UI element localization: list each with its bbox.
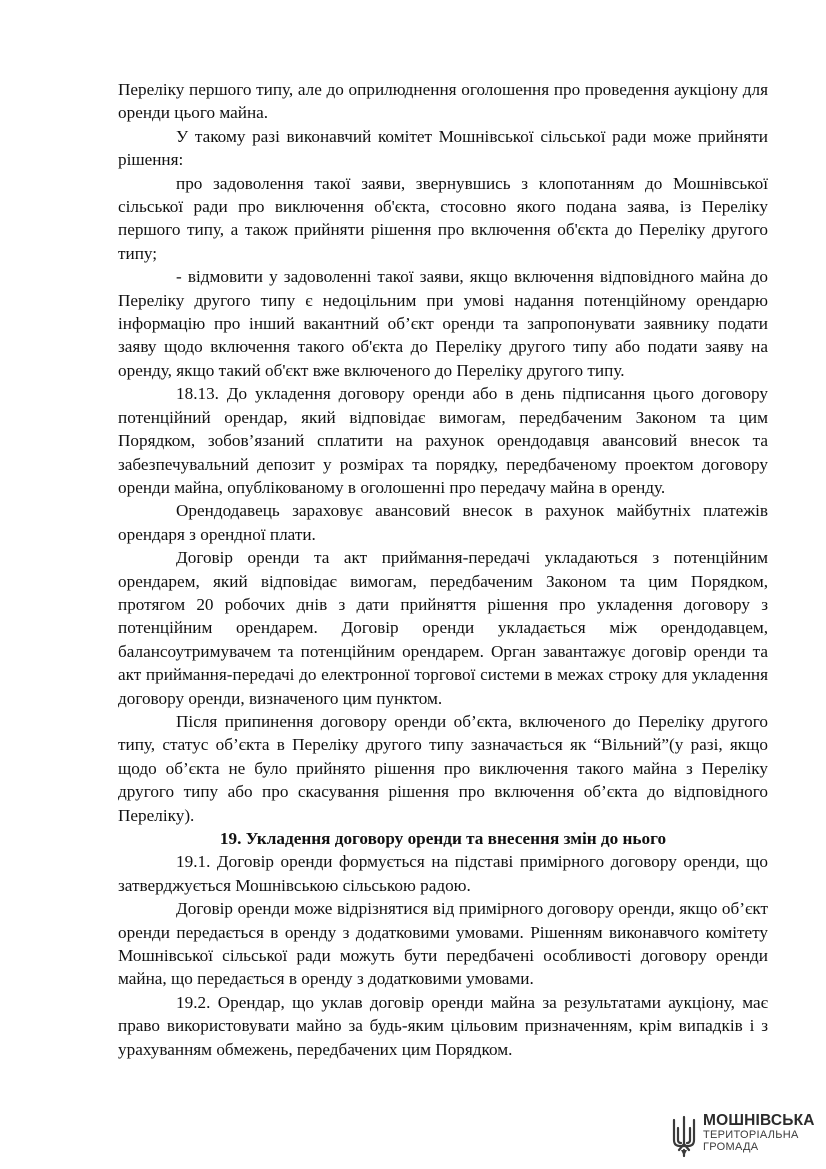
- trident-icon: [669, 1114, 699, 1158]
- paragraph-1: Переліку першого типу, але до оприлюднення оголошення про проведення аукціону для оренди цього майна.: [118, 80, 768, 123]
- logo-subtitle-line2: ГРОМАДА: [703, 1141, 759, 1153]
- paragraph-6: Орендодавець зараховує авансовий внесок в рахунок майбутніх платежів орендаря з орендної плати.: [118, 501, 768, 544]
- section-paragraph-3: 19.2. Орендар, що уклав договір оренди майна за результатами аукціону, має право використовувати майно за будь-яким цільовим призначенням, крім випадків і з урахуванням обмежень, передбачених цим Порядком.: [118, 992, 768, 1059]
- paragraph-7: Договір оренди та акт приймання-передачі укладаються з потенційним орендарем, який відповідає вимогам, передбаченим Законом та цим Порядком, протягом 20 робочих днів з дати прийняття рішення про укладення договору з потенційним орендарем. Договір оренди укладається між орендодавцем, балансоутримувачем та потенційним орендарем. Орган завантажує договір оренди та акт приймання-передачі до електронної торгової системи в межах строку для укладення договору оренди, визначеного цим пунктом.: [118, 548, 768, 708]
- document-body: [118, 78, 768, 1061]
- logo-subtitle-line1: ТЕРИТОРІАЛЬНА: [703, 1129, 799, 1141]
- community-logo: [669, 1112, 815, 1162]
- logo-title: МОШНІВСЬКА: [703, 1112, 815, 1129]
- paragraph-8: Після припинення договору оренди об’єкта, включеного до Переліку другого типу, статус об’єкта в Переліку другого типу зазначається як “Вільний”(у разі, якщо щодо об’єкта не було прийнято рішення про виключення такого майна з Переліку другого типу або про скасування рішення про включення об’єкта до відповідного Переліку).: [118, 711, 768, 825]
- paragraph-2: У такому разі виконавчий комітет Мошнівської сільської ради може прийняти рішення:: [118, 126, 768, 170]
- paragraph-5: 18.13. До укладення договору оренди або в день підписання цього договору потенційний орендар, який відповідає вимогам, передбаченим Законом та цим Порядком, зобов’язаний сплатити на рахунок орендодавця авансовий внесок та забезпечувальний депозит у розмірах та порядку, передбаченому проектом договору оренди майна, опублікованому в оголошенні про передачу майна в оренду.: [118, 384, 768, 497]
- paragraph-3: про задоволення такої заяви, звернувшись з клопотанням до Мошнівської сільської ради про виключення об'єкта, стосовно якого подана заява, із Переліку першого типу, а також прийняти рішення про включення об'єкта до Переліку другого типу;: [118, 173, 768, 263]
- section-paragraph-2: Договір оренди може відрізнятися від примірного договору оренди, якщо об’єкт оренди передається в оренду з додатковими умовами. Рішенням виконавчого комітету Мошнівської сільської ради можуть бути передбачені особливості договору оренди майна, що передається в оренду з додатковими умовами.: [118, 899, 768, 989]
- section-paragraph-1: 19.1. Договір оренди формується на підставі примірного договору оренди, що затверджується Мошнівською сільською радою.: [118, 852, 768, 895]
- logo-text: [703, 1113, 815, 1153]
- section-heading: 19. Укладення договору оренди та внесення змін до нього: [219, 829, 667, 848]
- paragraph-4: - відмовити у задоволенні такої заяви, якщо включення відповідного майна до Переліку другого типу є недоцільним при умові надання потенційному орендарю інформацію про інший вакантний об’єкт оренди та запропонувати заявнику подати заяву щодо включення такого об'єкта до Переліку другого типу або подати заяву на оренду, якщо такий об'єкт вже включеного до Переліку другого типу.: [118, 267, 768, 380]
